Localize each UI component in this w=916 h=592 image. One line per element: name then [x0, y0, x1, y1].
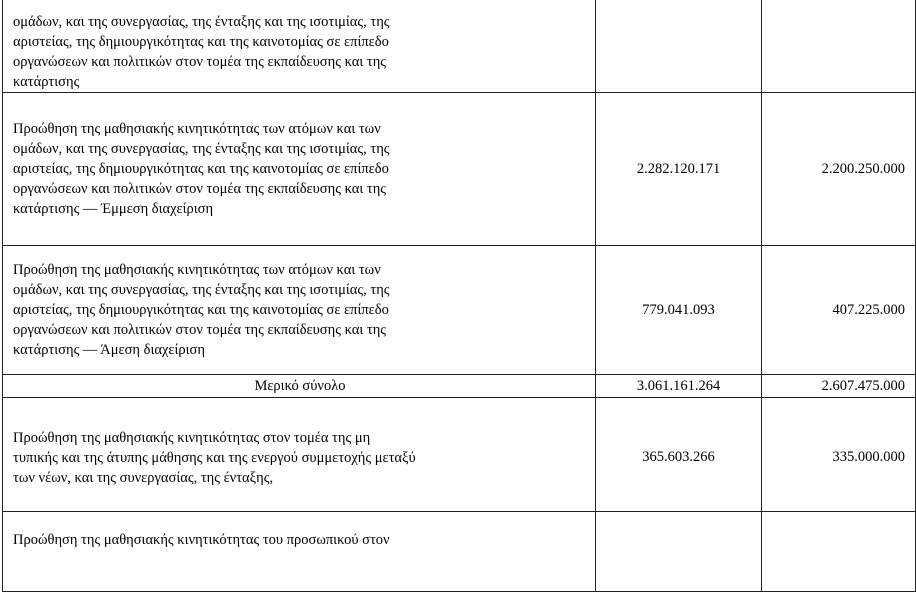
description-line: οργανώσεων και πολιτικών στον τομέα της εκπαίδευσης και της	[13, 181, 387, 197]
description-line: ομάδων, και της συνεργασίας, της ένταξης και της ισοτιμίας, της	[13, 282, 390, 298]
subtotal-amount-1: 3.061.161.264	[596, 375, 762, 398]
description-line: αριστείας, της δημιουργικότητας και της καινοτομίας σε επίπεδο	[13, 302, 389, 318]
table-row	[3, 512, 916, 592]
description-line: των νέων, και της συνεργασίας, της ένταξης,	[13, 469, 274, 486]
subtotal-amount-2: 2.607.475.000	[762, 375, 916, 398]
description-line: Προώθηση της μαθησιακής κινητικότητας στον τομέα της μη	[13, 429, 371, 446]
amount-cell-2	[762, 0, 916, 93]
description-line: ομάδων, και της συνεργασίας, της ένταξης και της ισοτιμίας, της	[13, 14, 390, 30]
description-line: Προώθηση της μαθησιακής κινητικότητας των ατόμων και των	[13, 262, 381, 278]
amount-cell-2	[762, 512, 916, 592]
description-line: Προώθηση της μαθησιακής κινητικότητας του προσωπικού στον	[13, 532, 390, 548]
description-cell	[3, 0, 596, 93]
description-line: κατάρτισης — Άμεση διαχείριση	[13, 342, 205, 358]
amount-cell-1	[596, 0, 762, 93]
description-line: κατάρτισης	[13, 74, 80, 90]
amount-cell-1: 365.603.266	[596, 398, 762, 512]
table-row	[3, 93, 916, 246]
subtotal-row	[3, 375, 916, 398]
description-line: αριστείας, της δημιουργικότητας και της καινοτομίας σε επίπεδο	[13, 161, 389, 177]
description-line: τυπικής και της άτυπης μάθησης και της ενεργού συμμετοχής μεταξύ	[13, 449, 416, 466]
description-line: οργανώσεων και πολιτικών στον τομέα της εκπαίδευσης και της	[13, 54, 387, 70]
table-row	[3, 398, 916, 512]
description-cell	[3, 398, 596, 512]
subtotal-label: Μερικό σύνολο	[3, 375, 596, 398]
budget-table	[2, 0, 916, 592]
amount-cell-1: 779.041.093	[596, 246, 762, 375]
description-line: ομάδων, και της συνεργασίας, της ένταξης και της ισοτιμίας, της	[13, 141, 390, 157]
description-line: κατάρτισης — Έμμεση διαχείριση	[13, 201, 214, 217]
description-line: οργανώσεων και πολιτικών στον τομέα της εκπαίδευσης και της	[13, 322, 387, 338]
description-cell	[3, 93, 596, 246]
amount-cell-2: 407.225.000	[762, 246, 916, 375]
amount-cell-2: 335.000.000	[762, 398, 916, 512]
description-line: αριστείας, της δημιουργικότητας και της καινοτομίας σε επίπεδο	[13, 34, 389, 50]
description-line: Προώθηση της μαθησιακής κινητικότητας των ατόμων και των	[13, 121, 381, 137]
description-cell	[3, 246, 596, 375]
description-cell	[3, 512, 596, 592]
amount-cell-1	[596, 512, 762, 592]
amount-cell-2: 2.200.250.000	[762, 93, 916, 246]
amount-cell-1: 2.282.120.171	[596, 93, 762, 246]
table-row	[3, 246, 916, 375]
table-row	[3, 0, 916, 93]
